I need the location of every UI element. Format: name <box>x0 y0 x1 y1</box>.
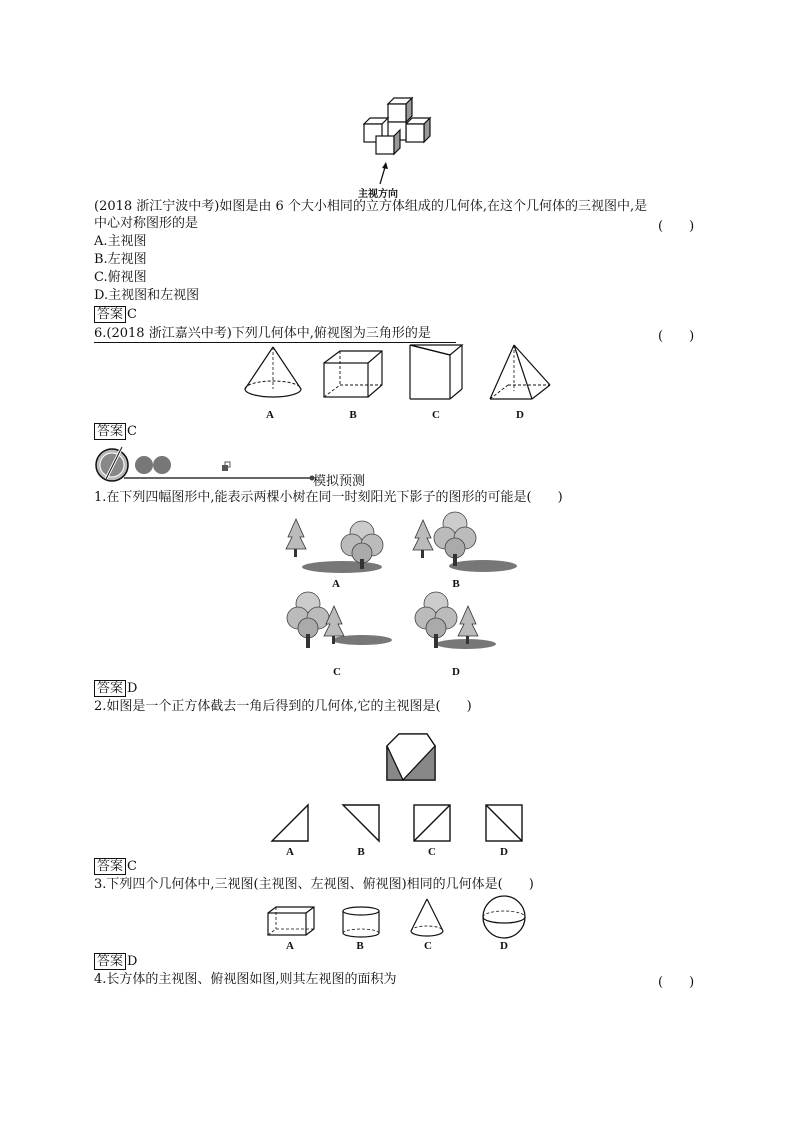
p1-text: 1.在下列四幅图形中,能表示两棵小树在同一时刻阳光下影子的图形的可能是( ) <box>94 490 563 505</box>
cone-small-icon <box>409 897 445 939</box>
q5-option-a: A.主视图 <box>94 234 147 249</box>
q6-answer <box>94 423 137 440</box>
p3-label-d: D <box>500 940 508 952</box>
q6-underline <box>94 342 456 343</box>
answer-value: C <box>127 423 137 439</box>
triangular-prism-icon <box>408 343 464 401</box>
cuboid-icon <box>322 349 386 399</box>
p2-label-d: D <box>500 846 508 858</box>
answer-value: C <box>127 858 137 874</box>
direction-arrow <box>374 160 394 186</box>
q6-label-c: C <box>432 409 440 421</box>
cylinder-icon <box>341 905 381 939</box>
q5-text-line2: 中心对称图形的是 <box>94 216 199 231</box>
answer-value: D <box>127 680 138 696</box>
p3-answer <box>94 953 137 970</box>
p1-label-c: C <box>333 666 341 678</box>
answer-label: 答案 <box>94 953 126 970</box>
section-header-graphic <box>94 445 324 485</box>
q6-text: 6.(2018 浙江嘉兴中考)下列几何体中,俯视图为三角形的是 <box>94 326 431 341</box>
view-a-icon <box>270 803 310 843</box>
p3-label-b: B <box>356 940 364 952</box>
p2-text: 2.如图是一个正方体截去一角后得到的几何体,它的主视图是( ) <box>94 699 472 714</box>
sphere-icon <box>481 894 527 940</box>
p1-label-a: A <box>332 578 340 590</box>
p2-label-a: A <box>286 846 294 858</box>
p4-text: 4.长方体的主视图、俯视图如图,则其左视图的面积为 <box>94 972 397 987</box>
cone-icon <box>243 345 303 401</box>
answer-label: 答案 <box>94 680 126 697</box>
q6-paren: ( ) <box>658 329 695 344</box>
q6-label-b: B <box>349 409 357 421</box>
q6-label-d: D <box>516 409 524 421</box>
p3-text: 3.下列四个几何体中,三视图(主视图、左视图、俯视图)相同的几何体是( ) <box>94 877 534 892</box>
trees-shadow-d-icon <box>410 588 526 658</box>
q5-paren: ( ) <box>658 219 695 234</box>
q5-option-c: C.俯视图 <box>94 270 147 285</box>
trees-shadow-a-icon <box>282 515 394 579</box>
trees-shadow-b-icon <box>395 508 520 578</box>
cubes-figure <box>360 96 440 166</box>
cut-cube-icon <box>385 732 437 782</box>
q5-answer <box>94 306 137 323</box>
q5-option-d: D.主视图和左视图 <box>94 288 200 303</box>
answer-label: 答案 <box>94 423 126 440</box>
figure-direction-label: 主视方向 <box>358 189 398 200</box>
section-title: 模拟预测 <box>313 474 366 489</box>
answer-value: C <box>127 306 137 322</box>
p2-answer <box>94 858 137 875</box>
pyramid-icon <box>488 343 552 401</box>
p2-label-c: C <box>428 846 436 858</box>
p4-paren: ( ) <box>658 975 695 990</box>
view-d-icon <box>484 803 524 843</box>
answer-label: 答案 <box>94 306 126 323</box>
cuboid-small-icon <box>266 905 316 937</box>
p3-label-a: A <box>286 940 294 952</box>
p1-answer <box>94 680 137 697</box>
view-c-icon <box>412 803 452 843</box>
view-b-icon <box>341 803 381 843</box>
q5-option-b: B.左视图 <box>94 252 147 267</box>
p1-label-b: B <box>452 578 460 590</box>
answer-label: 答案 <box>94 858 126 875</box>
p1-label-d: D <box>452 666 460 678</box>
answer-value: D <box>127 953 138 969</box>
trees-shadow-c-icon <box>278 588 394 658</box>
q6-label-a: A <box>266 409 274 421</box>
p3-label-c: C <box>424 940 432 952</box>
p2-label-b: B <box>357 846 365 858</box>
q5-text-line1: (2018 浙江宁波中考)如图是由 6 个大小相同的立方体组成的几何体,在这个几何体的三视图中,是 <box>94 199 648 214</box>
